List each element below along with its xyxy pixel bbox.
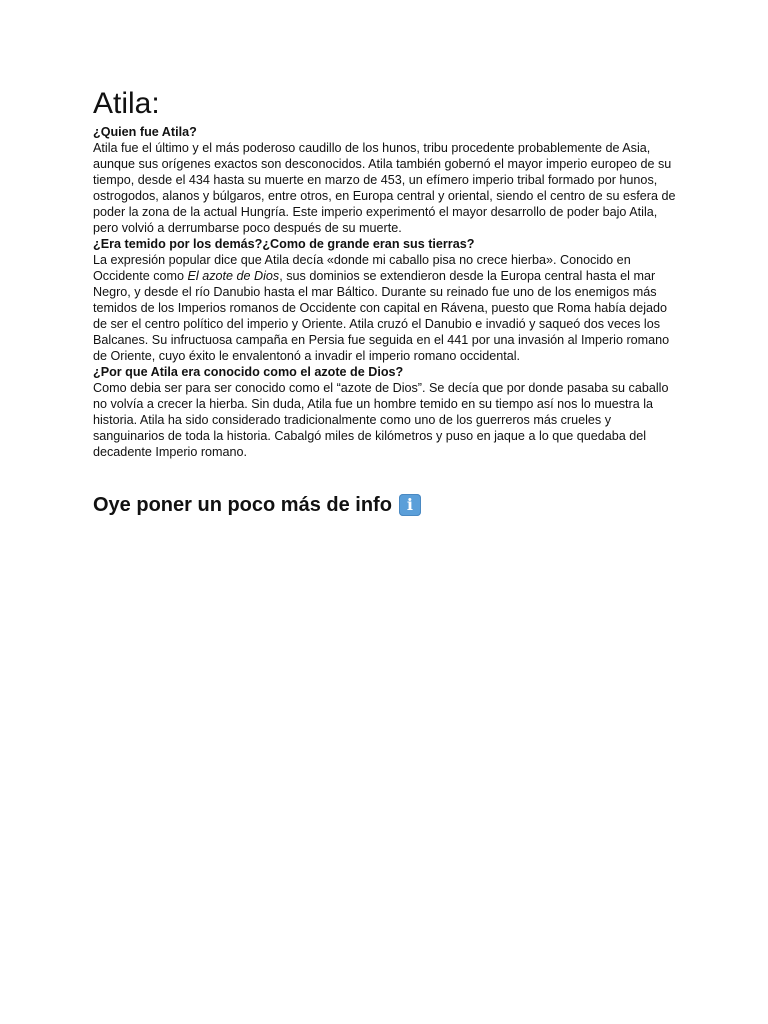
paragraph: Atila fue el último y el más poderoso caudillo de los hunos, tribu procedente probablemente de Asia, aunque sus orígenes exactos son desconocidos. Atila también gobernó el mayor imperio europeo de su tiempo, desde el 434 hasta su muerte en marzo de 453, un efímero imperio tribal formado por hunos, ostrogodos, alanos y búlgaros, entre otros, en Europa central y oriental, siendo el centro de su esfera de poder la zona de la actual Hungría. Este imperio experimentó el mayor desarrollo de poder bajo Atila, pero volvió a derrumbarse poco después de su muerte.: [93, 141, 676, 235]
question-heading: ¿Quien fue Atila?: [93, 125, 197, 139]
subheading: [93, 492, 683, 518]
paragraph: Como debia ser para ser conocido como el “azote de Dios”. Se decía que por donde pasaba su caballo no volvía a crecer la hierba. Sin duda, Atila fue un hombre temido en su tiempo así nos lo muestra la historia. Atila ha sido considerado tradicionalmente como uno de los guerreros más crueles y sanguinarios de toda la historia. Cabalgó miles de kilómetros y puso en jaque a lo que quedaba del decadente Imperio romano.: [93, 381, 669, 459]
paragraph-text: La expresión popular dice que Atila decía «donde mi caballo pisa no crece hierba». Conocido en Occidente como: [93, 253, 631, 283]
paragraph-text: , sus dominios se extendieron desde la Europa central hasta el mar Negro, y desde el río Danubio hasta el mar Báltico. Durante su reinado fue uno de los enemigos más temidos de los Imperios romanos de Occidente con capital en Rávena, puesto que Roma había dejado de ser el centro político del imperio y Oriente. Atila cruzó el Danubio e invadió y saqueó dos veces los Balcanes. Su infructuosa campaña en Persia fue seguida en el 441 por una invasión al Imperio romano de Oriente, cuyo éxito le envalentonó a invadir el imperio romano occidental.: [93, 269, 670, 363]
page-title: Atila:: [93, 87, 160, 120]
question-heading: ¿Era temido por los demás?¿Como de grande eran sus tierras?: [93, 237, 475, 251]
document-page: [93, 86, 683, 518]
paragraph: [93, 252, 683, 364]
italic-phrase: El azote de Dios: [187, 269, 280, 283]
information-icon: i: [399, 494, 421, 516]
question-heading: ¿Por que Atila era conocido como el azote de Dios?: [93, 365, 404, 379]
subheading-text: Oye poner un poco más de info: [93, 494, 392, 516]
